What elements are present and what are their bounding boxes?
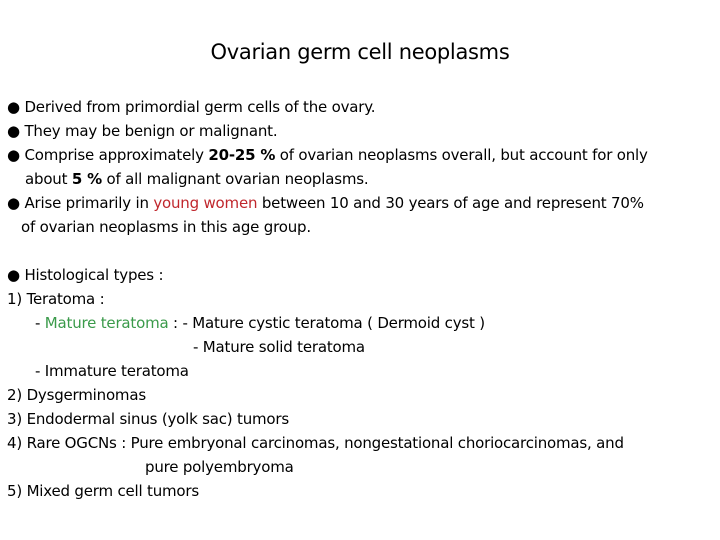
type-teratoma: 1) Teratoma : [7,290,105,308]
bullet-arise [7,193,644,213]
histological-types-heading: ● Histological types : [7,266,164,284]
dash: - [35,314,45,332]
type-rare-ogcns: 4) Rare OGCNs : Pure embryonal carcinomas, nongestational choriocarcinomas, and [7,434,624,452]
bullet-arise-text: ● Arise primarily in [7,194,154,212]
type-mixed-germ-cell: 5) Mixed germ cell tumors [7,482,199,500]
page-title: Ovarian germ cell neoplasms [210,40,510,64]
bullet-arise-text-2: between 10 and 30 years of age and represent 70% [257,194,644,212]
bullet-derived: ● Derived from primordial germ cells of the ovary. [7,98,376,116]
bullet-comprise-continued [25,169,368,189]
bullet-comprise-cont-text-2: of all malignant ovarian neoplasms. [101,170,369,188]
mature-teratoma-highlight: Mature teratoma [44,314,169,332]
type-immature-teratoma: - Immature teratoma [35,362,189,380]
type-mature-teratoma [35,313,485,333]
bullet-comprise-cont-text: about [25,170,72,188]
bullet-comprise-text-2: of ovarian neoplasms overall, but account for only [275,146,648,164]
type-dysgerminomas: 2) Dysgerminomas [7,386,146,404]
type-rare-ogcns-continued: pure polyembryoma [145,458,294,476]
percent-5: 5 % [71,170,102,188]
young-women-highlight: young women [153,194,258,212]
bullet-arise-continued: of ovarian neoplasms in this age group. [21,218,311,236]
bullet-comprise-text: ● Comprise approximately [7,146,209,164]
bullet-comprise [7,145,648,165]
mature-cystic-teratoma: : - Mature cystic teratoma ( Dermoid cyst ) [168,314,485,332]
type-endodermal-sinus: 3) Endodermal sinus (yolk sac) tumors [7,410,289,428]
type-mature-solid-teratoma: - Mature solid teratoma [193,338,365,356]
percent-20-25: 20-25 % [208,146,276,164]
bullet-benign-malignant: ● They may be benign or malignant. [7,122,278,140]
